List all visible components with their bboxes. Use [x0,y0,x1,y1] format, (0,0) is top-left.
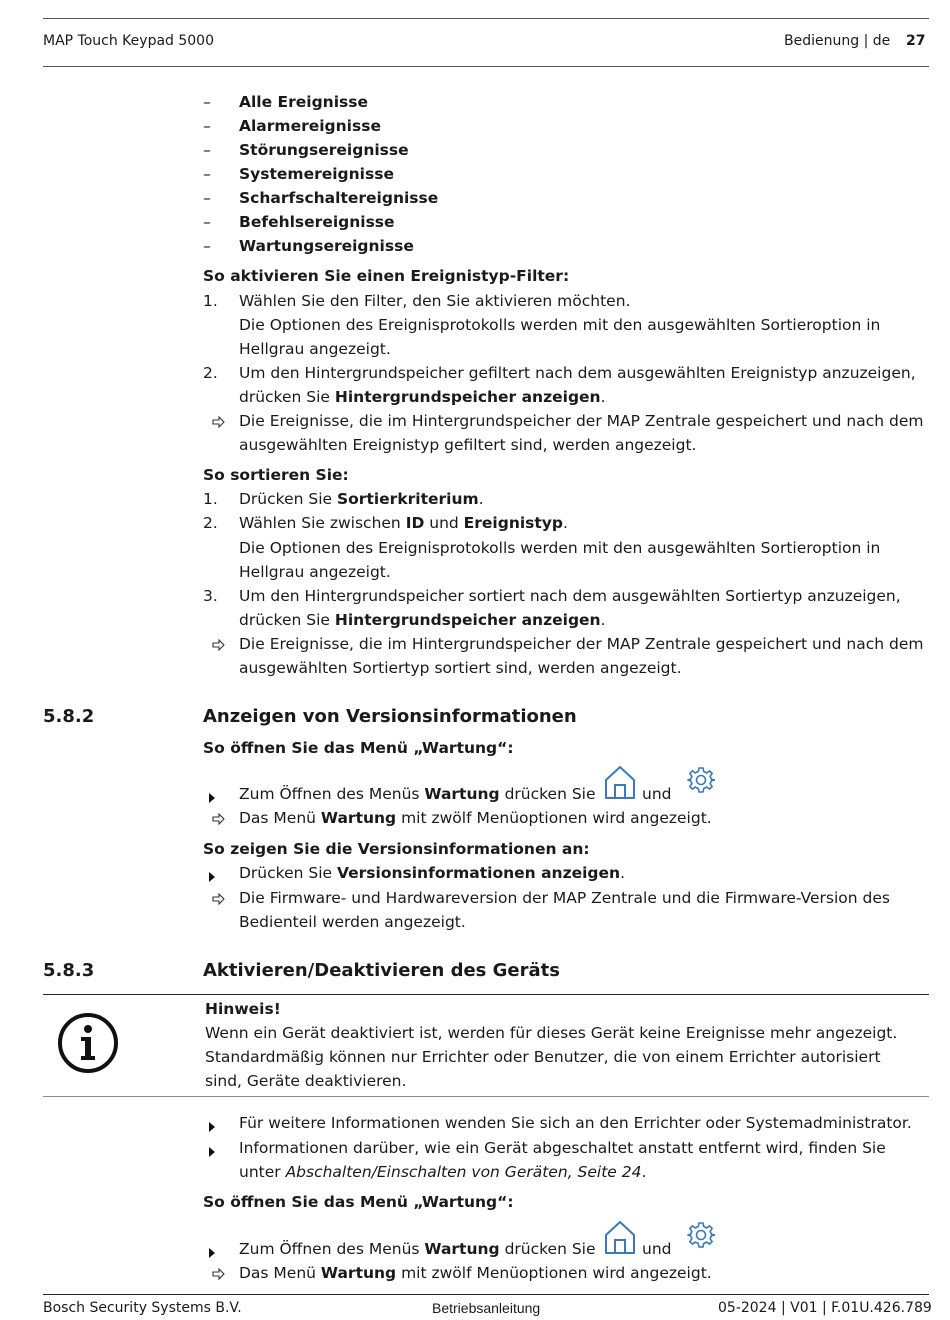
filter-step-1-detail: Hellgrau angezeigt. [239,340,391,358]
dash-marker: – [203,117,211,135]
dash-marker: – [203,93,211,111]
show-version-result-cont: Bedienteil werden angezeigt. [239,913,466,931]
main-content: – Alle Ereignisse – Alarmereignisse – Störungsereignisse – Systemereignisse – Scharfschaltereignisse – Befehlsereignisse – Wartungsereignisse So aktivieren Sie einen Ereignistyp-Filter: 1. Wählen Sie den Filter, den Sie aktivieren möchten. Die Optionen des Ereignisprotokolls werden mit den ausgewählten Sortieroption in Hellgrau angezeigt. 2. Um den Hintergrundspeicher gefiltert nach dem ausgewählten Ereignistyp anzuzeigen, drücken Sie Hintergrundspeicher anzeigen. Die Ereignisse, die im Hintergrundspeicher der MAP Zentrale gespeichert und nach dem ausgewählten Ereignistyp gefiltert sind, werden angezeigt. So sortieren Sie: 1. Drücken Sie Sortierkriterium. 2. Wählen Sie zwischen ID und Ereignistyp. Die Optionen des Ereignisprotokolls werden mit den ausgewählten Sortieroption in Hellgrau angezeigt. 3. Um den Hintergrundspeicher sortiert nach dem ausgewählten Sortiertyp anzuzeigen, drücken Sie Hintergrundspeicher anzeigen. Die Ereignisse, die im Hintergrundspeicher der MAP Zentrale gespeichert und nach dem ausgewählten Sortiertyp sortiert sind, werden angezeigt. [203,93,924,677]
result-arrow-icon [204,639,234,651]
sort-step-3-cont: drücken Sie Hintergrundspeicher anzeigen. [239,611,606,629]
note-text: Wenn ein Gerät deaktiviert ist, werden für dieses Gerät keine Ereignisse mehr angezeigt. [205,1024,898,1042]
section-title: Anzeigen von Versionsinformationen [203,706,577,727]
dash-marker: – [203,189,211,207]
gear-icon [687,766,715,794]
dash-marker: – [203,237,211,255]
info-icon [57,1012,119,1074]
result-arrow-icon [204,1268,234,1280]
cross-reference-link[interactable]: Abschalten/Einschalten von Geräten, Seite 24 [285,1163,642,1181]
result-arrow-icon [204,893,234,905]
footer-version: 05-2024 | V01 | F.01U.426.789 [718,1300,932,1316]
dash-marker: – [203,141,211,159]
home-icon [603,764,637,800]
open-menu-heading: So öffnen Sie das Menü „Wartung“: [203,1193,514,1211]
page-number: 27 [906,33,926,49]
filter-step-1-detail: Die Optionen des Ereignisprotokolls werden mit den ausgewählten Sortieroption in [239,316,881,334]
filter-heading: So aktivieren Sie einen Ereignistyp-Filter: [203,267,570,285]
sort-result-cont: ausgewählten Sortiertyp sortiert sind, werden angezeigt. [239,659,682,677]
action-triangle-icon [203,868,233,886]
dash-marker: – [203,213,211,231]
section-number: 5.8.3 [43,960,95,981]
note-title: Hinweis! [205,1000,281,1018]
note-bottom-rule [43,1096,929,1097]
section-number: 5.8.2 [43,706,95,727]
footer-rule [43,1294,929,1295]
footer-document: Betriebsanleitung [432,1300,541,1316]
note-text: Standardmäßig können nur Errichter oder Benutzer, die von einem Errichter autorisiert [205,1048,881,1066]
action-triangle-icon [203,789,233,807]
result-arrow-icon [204,416,234,428]
sort-step-2-detail: Die Optionen des Ereignisprotokolls werden mit den ausgewählten Sortieroption in [239,539,881,557]
action-triangle-icon [203,1244,233,1262]
note-top-rule [43,994,929,995]
dash-marker: – [203,165,211,183]
bullet-item-cont: unter Abschalten/Einschalten von Geräten, Seite 24. [239,1163,647,1181]
home-icon [603,1219,637,1255]
filter-step-2-cont: drücken Sie Hintergrundspeicher anzeigen. [239,388,606,406]
sort-heading: So sortieren Sie: [203,466,349,484]
action-triangle-icon [203,1143,233,1161]
note-text: sind, Geräte deaktivieren. [205,1072,407,1090]
open-menu-heading: So öffnen Sie das Menü „Wartung“: [203,739,514,757]
gear-icon [687,1221,715,1249]
footer-company: Bosch Security Systems B.V. [43,1300,242,1316]
show-version-heading: So zeigen Sie die Versionsinformationen an: [203,840,590,858]
header-section: Bedienung | de [784,33,891,49]
header-product: MAP Touch Keypad 5000 [43,33,214,49]
action-triangle-icon [203,1118,233,1136]
section-title: Aktivieren/Deaktivieren des Geräts [203,960,560,981]
result-arrow-icon [204,813,234,825]
sort-step-2-detail: Hellgrau angezeigt. [239,563,391,581]
filter-result-cont: ausgewählten Ereignistyp gefiltert sind, werden angezeigt. [239,436,697,454]
